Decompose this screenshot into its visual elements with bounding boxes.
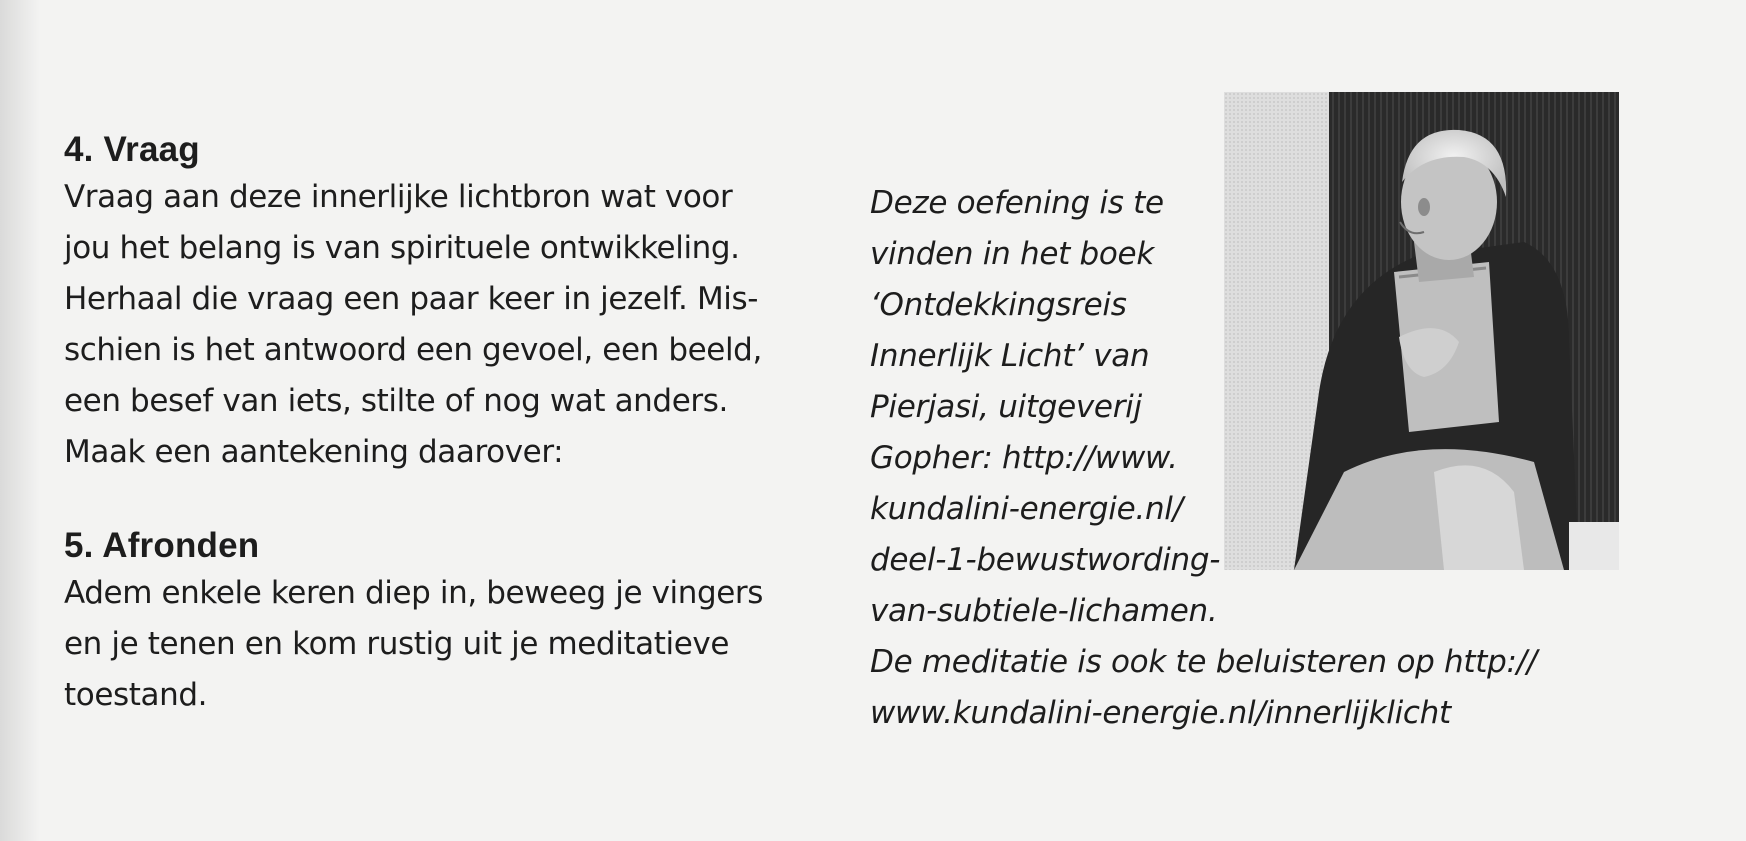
author-photo: [1224, 92, 1619, 570]
portrait-illustration: [1224, 92, 1619, 570]
sidebar-line: vinden in het boek: [870, 236, 1154, 272]
text-line: Herhaal die vraag een paar keer in jezelf. Mis-: [64, 281, 759, 317]
text-line: schien is het antwoord een gevoel, een beeld,: [64, 332, 762, 368]
text-line: toestand.: [64, 677, 208, 713]
sidebar-line: ‘Ontdekkingsreis: [870, 287, 1127, 323]
text-line: Adem enkele keren diep in, beweeg je vingers: [64, 575, 764, 611]
section-4-heading: 4. Vraag: [64, 130, 200, 169]
text-line: Vraag aan deze innerlijke lichtbron wat voor: [64, 179, 733, 215]
text-line: een besef van iets, stilte of nog wat anders.: [64, 383, 728, 419]
sidebar-line: De meditatie is ook te beluisteren op http://: [870, 644, 1537, 680]
section-5-text: [64, 568, 824, 721]
section-4-text: [64, 172, 824, 478]
section-5-heading: 5. Afronden: [64, 526, 260, 565]
sidebar-line: kundalini-energie.nl/: [870, 491, 1183, 527]
main-column: [64, 128, 824, 721]
page-fold-shadow: [0, 0, 40, 841]
sidebar-line: Pierjasi, uitgeverij: [870, 389, 1142, 425]
sidebar-line: deel-1-bewustwording-: [870, 542, 1221, 578]
sidebar-line: www.kundalini-energie.nl/innerlijklicht: [870, 695, 1451, 731]
sidebar-line: Innerlijk Licht’ van: [870, 338, 1150, 374]
text-line: Maak een aantekening daarover:: [64, 434, 564, 470]
text-line: en je tenen en kom rustig uit je meditatieve: [64, 626, 730, 662]
sidebar-line: van-subtiele-lichamen.: [870, 593, 1218, 629]
sidebar-line: Gopher: http://www.: [870, 440, 1178, 476]
sidebar-line: Deze oefening is te: [870, 185, 1164, 221]
text-line: jou het belang is van spirituele ontwikkeling.: [64, 230, 740, 266]
